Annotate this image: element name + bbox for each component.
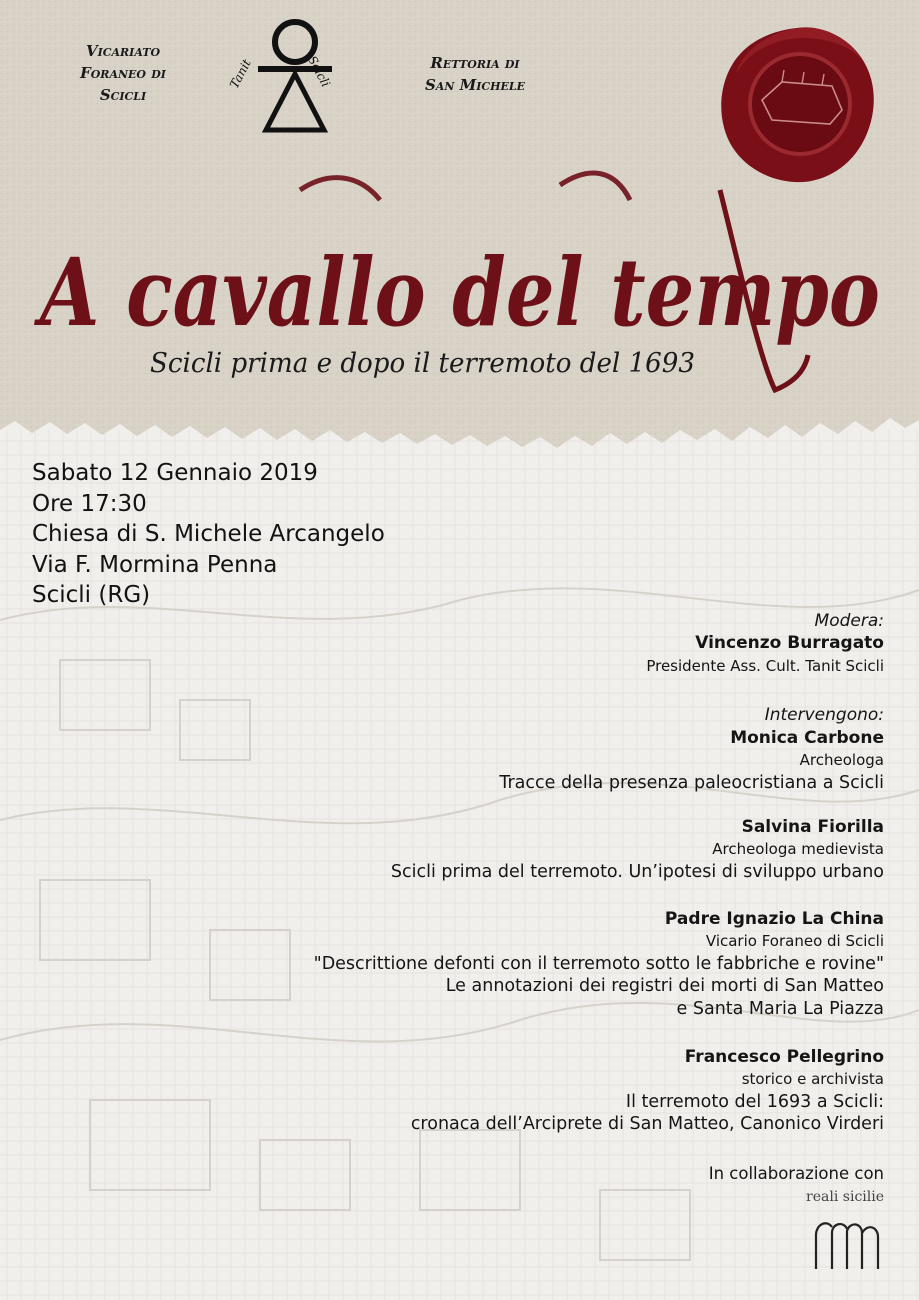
- talk-title-line: e Santa Maria La Piazza: [676, 998, 884, 1019]
- tanit-scicli-logo: [227, 18, 338, 136]
- moderator-label: Modera:: [814, 611, 884, 631]
- org-line: San Michele: [424, 76, 526, 94]
- event-details: [32, 458, 385, 611]
- partner-name: reali sicilie: [806, 1189, 884, 1205]
- event-city: Scicli (RG): [32, 582, 151, 608]
- speaker-name: Monica Carbone: [730, 728, 884, 748]
- vicariato-foraneo-org: [58, 40, 188, 106]
- reali-sicilie-arches-logo: [812, 1213, 882, 1273]
- speakers-label: Intervengono:: [764, 705, 884, 725]
- talk-title-line: Tracce della presenza paleocristiana a Scicli: [499, 772, 884, 793]
- title-subtitle: Scicli prima e dopo il terremoto del 1693: [150, 348, 695, 379]
- talk-title-line: cronaca dell’Arciprete di San Matteo, Canonico Virderi: [410, 1114, 884, 1135]
- moderator-block: [184, 610, 884, 677]
- moderator-name: Vincenzo Burragato: [695, 633, 884, 654]
- speaker-role: Archeologa: [799, 751, 884, 770]
- speaker-block: [184, 1046, 884, 1136]
- speaker-role: storico e archivista: [741, 1070, 884, 1089]
- org-line: Scicli: [99, 86, 147, 104]
- poster-title: [0, 160, 919, 405]
- speaker-block: [184, 816, 884, 883]
- talk-title-line: Scicli prima del terremoto. Un’ipotesi di sviluppo urbano: [390, 861, 884, 882]
- speaker-name: Salvina Fiorilla: [741, 817, 884, 837]
- collaboration-label: In collaborazione con: [708, 1164, 884, 1183]
- speaker-block: [184, 908, 884, 1020]
- speaker-name: Francesco Pellegrino: [684, 1047, 884, 1067]
- org-line: Vicariato: [85, 42, 161, 60]
- org-line: Rettoria di: [430, 54, 520, 72]
- title-main: A cavallo del tempo: [33, 238, 880, 348]
- event-venue: Chiesa di S. Michele Arcangelo: [32, 521, 385, 547]
- event-address: Via F. Mormina Penna: [32, 551, 278, 578]
- event-time: Ore 17:30: [32, 490, 147, 517]
- speaker-block: [184, 727, 884, 794]
- speaker-role: Vicario Foraneo di Scicli: [705, 932, 884, 951]
- moderator-role: Presidente Ass. Cult. Tanit Scicli: [646, 656, 884, 675]
- speaker-name: Padre Ignazio La China: [664, 909, 884, 929]
- talk-title-line: Il terremoto del 1693 a Scicli:: [625, 1091, 884, 1112]
- speaker-role: Archeologa medievista: [712, 840, 884, 859]
- talk-title-line: "Descrittione defonti con il terremoto sotto le fabbriche e rovine": [313, 953, 884, 974]
- event-date: Sabato 12 Gennaio 2019: [32, 460, 318, 486]
- logo-text-tanit: Tanit: [227, 56, 254, 91]
- org-line: Foraneo di: [80, 64, 166, 82]
- rettoria-org: [400, 52, 550, 96]
- speakers-label-block: [184, 704, 884, 726]
- logo-text-scicli: Scicli: [304, 53, 333, 90]
- talk-title-line: Le annotazioni dei registri dei morti di San Matteo: [445, 976, 884, 997]
